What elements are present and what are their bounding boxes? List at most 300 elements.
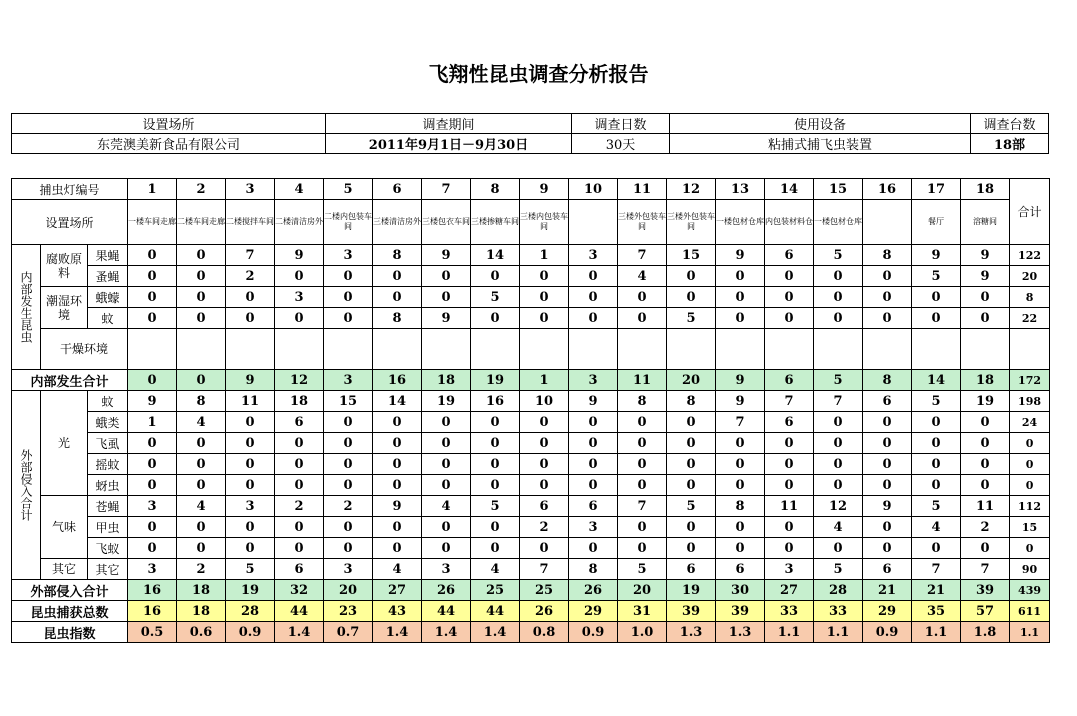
cell-value: 0 — [275, 475, 324, 496]
cell-value: 26 — [520, 601, 569, 622]
cell-value: 0 — [471, 433, 520, 454]
cell-value: 26 — [422, 580, 471, 601]
cell-value: 4 — [373, 559, 422, 580]
cell-value: 29 — [863, 601, 912, 622]
cell-value: 0 — [520, 412, 569, 433]
cell-value: 0 — [814, 538, 863, 559]
cell-value: 32 — [275, 580, 324, 601]
lamp-number: 14 — [765, 179, 814, 200]
cell-value: 5 — [471, 496, 520, 517]
cell-value: 0 — [569, 412, 618, 433]
cell-value: 0 — [226, 433, 275, 454]
insect-name: 飞蚁 — [88, 538, 128, 559]
cell-value: 25 — [471, 580, 520, 601]
cell-value: 3 — [422, 559, 471, 580]
cell-value: 19 — [961, 391, 1010, 412]
cell-value: 0 — [765, 454, 814, 475]
cell-value: 0 — [324, 517, 373, 538]
cell-value: 0 — [128, 266, 177, 287]
cell-value: 7 — [520, 559, 569, 580]
lamp-number-row — [12, 179, 1050, 200]
info-value-period: 2011年9月1日－9月30日 — [326, 134, 572, 154]
cell-value: 5 — [667, 308, 716, 329]
cell-value: 0 — [618, 412, 667, 433]
location-name: 三楼内包装车间 — [520, 200, 569, 245]
cell-value: 0 — [765, 308, 814, 329]
insect-name: 蚜虫 — [88, 475, 128, 496]
cell-value: 4 — [618, 266, 667, 287]
cell-total: 0 — [1010, 475, 1050, 496]
cell-value: 18 — [275, 391, 324, 412]
internal-insect-row — [12, 245, 1050, 266]
cell-value: 9 — [961, 266, 1010, 287]
cell-value: 26 — [569, 580, 618, 601]
insect-name: 蚊 — [88, 308, 128, 329]
cell-value: 0 — [863, 266, 912, 287]
cell-value: 0 — [324, 475, 373, 496]
cell-value: 6 — [765, 412, 814, 433]
external-insect-row — [12, 517, 1050, 538]
cell-value: 0 — [912, 475, 961, 496]
cell-total: 112 — [1010, 496, 1050, 517]
cell-value: 1.1 — [765, 622, 814, 643]
cell-value: 8 — [569, 559, 618, 580]
cell-value: 0 — [373, 266, 422, 287]
cell-value: 0 — [716, 266, 765, 287]
empty-cell — [471, 329, 520, 370]
info-value-row — [12, 134, 1049, 154]
location-name — [863, 200, 912, 245]
cell-value: 0 — [471, 538, 520, 559]
cell-value: 35 — [912, 601, 961, 622]
cell-value: 0 — [618, 454, 667, 475]
cell-value: 0 — [275, 454, 324, 475]
cell-value: 1.4 — [422, 622, 471, 643]
cell-value: 1.1 — [814, 622, 863, 643]
cell-value: 57 — [961, 601, 1010, 622]
cell-value: 0 — [324, 287, 373, 308]
cell-value: 1 — [520, 245, 569, 266]
empty-cell — [275, 329, 324, 370]
cell-value: 0.5 — [128, 622, 177, 643]
info-header-row — [12, 114, 1049, 134]
cell-value: 15 — [667, 245, 716, 266]
cell-value: 9 — [912, 245, 961, 266]
cell-value: 1.4 — [373, 622, 422, 643]
lamp-number-header: 捕虫灯编号 — [12, 179, 128, 200]
empty-cell — [569, 329, 618, 370]
cell-total: 172 — [1010, 370, 1050, 391]
cell-value: 0 — [128, 245, 177, 266]
cell-value: 4 — [814, 517, 863, 538]
info-header-period: 调查期间 — [326, 114, 572, 134]
cell-value: 7 — [716, 412, 765, 433]
cell-value: 12 — [814, 496, 863, 517]
insect-index-row — [12, 622, 1050, 643]
internal-insect-row — [12, 266, 1050, 287]
info-header-location: 设置场所 — [12, 114, 326, 134]
lamp-number: 1 — [128, 179, 177, 200]
cell-value: 0 — [128, 287, 177, 308]
insect-name: 飞虱 — [88, 433, 128, 454]
cell-value: 9 — [128, 391, 177, 412]
empty-cell — [618, 329, 667, 370]
group-other: 其它 — [41, 559, 88, 580]
cell-value: 0 — [667, 538, 716, 559]
internal-insect-row — [12, 308, 1050, 329]
cell-value: 0 — [520, 433, 569, 454]
cell-value: 0 — [765, 475, 814, 496]
cell-total: 15 — [1010, 517, 1050, 538]
cell-value: 21 — [863, 580, 912, 601]
lamp-number: 9 — [520, 179, 569, 200]
cell-value: 4 — [471, 559, 520, 580]
cell-value: 23 — [324, 601, 373, 622]
info-header-equipment: 使用设备 — [670, 114, 971, 134]
cell-value: 4 — [177, 412, 226, 433]
cell-value: 0 — [471, 412, 520, 433]
lamp-number: 3 — [226, 179, 275, 200]
info-value-days: 30天 — [572, 134, 670, 154]
cell-total: 0 — [1010, 433, 1050, 454]
cell-value: 0 — [128, 433, 177, 454]
cell-value: 0 — [961, 538, 1010, 559]
cell-value: 0 — [961, 412, 1010, 433]
cell-value: 0 — [814, 433, 863, 454]
cell-value: 0 — [520, 287, 569, 308]
cell-value: 0 — [226, 287, 275, 308]
cell-value: 3 — [765, 559, 814, 580]
grand-total-label: 昆虫捕获总数 — [12, 601, 128, 622]
cell-value: 0 — [814, 308, 863, 329]
empty-cell — [324, 329, 373, 370]
empty-cell — [912, 329, 961, 370]
cell-value: 0 — [716, 517, 765, 538]
external-insect-row — [12, 433, 1050, 454]
internal-dry-row — [12, 329, 1050, 370]
cell-value: 3 — [569, 370, 618, 391]
cell-value: 0 — [912, 433, 961, 454]
cell-value: 6 — [569, 496, 618, 517]
cell-value: 0 — [226, 308, 275, 329]
cell-value: 0 — [814, 412, 863, 433]
cell-value: 8 — [618, 391, 667, 412]
cell-value: 33 — [814, 601, 863, 622]
cell-value: 44 — [275, 601, 324, 622]
cell-total: 198 — [1010, 391, 1050, 412]
cell-value: 0.8 — [520, 622, 569, 643]
info-header-units: 调查台数 — [971, 114, 1049, 134]
lamp-number: 7 — [422, 179, 471, 200]
external-insect-row — [12, 538, 1050, 559]
cell-value: 0 — [618, 475, 667, 496]
cell-value: 39 — [667, 601, 716, 622]
cell-total: 1.1 — [1010, 622, 1050, 643]
info-value-equipment: 粘捕式捕飞虫装置 — [670, 134, 971, 154]
location-name — [569, 200, 618, 245]
cell-value: 7 — [961, 559, 1010, 580]
cell-value: 6 — [275, 559, 324, 580]
location-name: 三楼包衣车间 — [422, 200, 471, 245]
cell-value: 0 — [471, 517, 520, 538]
cell-value: 1 — [128, 412, 177, 433]
cell-value: 7 — [226, 245, 275, 266]
cell-value: 27 — [373, 580, 422, 601]
cell-value: 0 — [814, 454, 863, 475]
cell-value: 3 — [324, 370, 373, 391]
cell-value: 0 — [618, 517, 667, 538]
cell-value: 6 — [863, 559, 912, 580]
cell-value: 1 — [520, 370, 569, 391]
cell-value: 0 — [716, 475, 765, 496]
cell-value: 0 — [471, 475, 520, 496]
lamp-number: 15 — [814, 179, 863, 200]
cell-value: 0 — [226, 412, 275, 433]
group-light: 光 — [41, 391, 88, 496]
cell-value: 5 — [471, 287, 520, 308]
lamp-number: 17 — [912, 179, 961, 200]
cell-value: 20 — [618, 580, 667, 601]
cell-value: 0 — [863, 454, 912, 475]
cell-value: 0 — [177, 454, 226, 475]
cell-value: 10 — [520, 391, 569, 412]
cell-value: 0 — [226, 454, 275, 475]
location-name: 二楼内包装车间 — [324, 200, 373, 245]
cell-value: 0.9 — [863, 622, 912, 643]
location-name: 一楼车间走廊 — [128, 200, 177, 245]
empty-cell — [226, 329, 275, 370]
cell-value: 0 — [912, 538, 961, 559]
cell-value: 7 — [814, 391, 863, 412]
info-value-location: 东莞澳美新食品有限公司 — [12, 134, 326, 154]
cell-value: 44 — [422, 601, 471, 622]
cell-value: 0 — [863, 287, 912, 308]
cell-value: 0 — [422, 517, 471, 538]
insect-index-label: 昆虫指数 — [12, 622, 128, 643]
cell-value: 5 — [912, 266, 961, 287]
cell-value: 0 — [667, 454, 716, 475]
lamp-number: 5 — [324, 179, 373, 200]
cell-value: 8 — [716, 496, 765, 517]
cell-value: 0 — [569, 433, 618, 454]
cell-total: 122 — [1010, 245, 1050, 266]
cell-value: 0.9 — [569, 622, 618, 643]
cell-value: 0 — [520, 308, 569, 329]
cell-value: 0 — [128, 517, 177, 538]
cell-total: 0 — [1010, 538, 1050, 559]
cell-value: 0 — [961, 475, 1010, 496]
cell-value: 11 — [618, 370, 667, 391]
cell-value: 0 — [422, 433, 471, 454]
cell-value: 2 — [177, 559, 226, 580]
cell-value: 2 — [520, 517, 569, 538]
cell-value: 0.7 — [324, 622, 373, 643]
cell-value: 33 — [765, 601, 814, 622]
cell-value: 39 — [716, 601, 765, 622]
cell-value: 12 — [275, 370, 324, 391]
cell-value: 0 — [177, 245, 226, 266]
cell-value: 0 — [961, 308, 1010, 329]
cell-value: 14 — [471, 245, 520, 266]
cell-value: 2 — [324, 496, 373, 517]
cell-value: 0 — [569, 475, 618, 496]
cell-value: 0 — [373, 454, 422, 475]
cell-value: 6 — [765, 370, 814, 391]
cell-value: 4 — [912, 517, 961, 538]
insect-name: 蚤蝇 — [88, 266, 128, 287]
cell-value: 0 — [128, 475, 177, 496]
cell-value: 9 — [422, 245, 471, 266]
cell-value: 0 — [569, 538, 618, 559]
cell-value: 0 — [863, 517, 912, 538]
cell-value: 0 — [471, 454, 520, 475]
cell-value: 2 — [226, 266, 275, 287]
cell-value: 0 — [716, 433, 765, 454]
external-insect-row — [12, 391, 1050, 412]
cell-value: 9 — [716, 245, 765, 266]
cell-value: 0 — [324, 454, 373, 475]
cell-value: 15 — [324, 391, 373, 412]
cell-value: 25 — [520, 580, 569, 601]
location-name: 二楼清洁房外 — [275, 200, 324, 245]
external-section-label: 外部侵入合计 — [12, 391, 41, 580]
cell-value: 0 — [765, 266, 814, 287]
location-name: 一楼包材仓库 — [814, 200, 863, 245]
cell-value: 5 — [912, 496, 961, 517]
cell-value: 0 — [373, 517, 422, 538]
cell-value: 0 — [961, 287, 1010, 308]
cell-value: 0 — [177, 538, 226, 559]
cell-value: 0 — [618, 433, 667, 454]
group-rot: 腐败原料 — [41, 245, 88, 287]
cell-value: 0 — [177, 266, 226, 287]
cell-value: 0 — [667, 266, 716, 287]
cell-value: 0 — [765, 517, 814, 538]
cell-value: 0 — [912, 308, 961, 329]
insect-name: 甲虫 — [88, 517, 128, 538]
cell-value: 5 — [912, 391, 961, 412]
cell-value: 0 — [667, 475, 716, 496]
internal-total-label: 内部发生合计 — [12, 370, 128, 391]
cell-value: 1.3 — [667, 622, 716, 643]
cell-value: 6 — [716, 559, 765, 580]
location-row — [12, 200, 1050, 245]
cell-value: 31 — [618, 601, 667, 622]
cell-value: 1.0 — [618, 622, 667, 643]
location-name: 一楼包材仓库 — [716, 200, 765, 245]
cell-value: 16 — [128, 601, 177, 622]
cell-value: 0 — [275, 433, 324, 454]
cell-value: 18 — [961, 370, 1010, 391]
cell-value: 5 — [814, 559, 863, 580]
location-name: 三楼外包装车间 — [667, 200, 716, 245]
location-name: 餐厅 — [912, 200, 961, 245]
cell-value: 19 — [226, 580, 275, 601]
cell-value: 0 — [569, 287, 618, 308]
cell-value: 0 — [618, 287, 667, 308]
cell-value: 3 — [324, 245, 373, 266]
cell-value: 1.4 — [275, 622, 324, 643]
lamp-number: 6 — [373, 179, 422, 200]
cell-value: 0 — [863, 433, 912, 454]
insect-name: 蚊 — [88, 391, 128, 412]
empty-cell — [814, 329, 863, 370]
cell-value: 0 — [275, 538, 324, 559]
cell-value: 0 — [667, 412, 716, 433]
cell-value: 6 — [520, 496, 569, 517]
cell-value: 0 — [324, 538, 373, 559]
insect-survey-table — [11, 178, 1050, 643]
external-insect-row — [12, 412, 1050, 433]
cell-value: 0 — [814, 287, 863, 308]
cell-value: 1.4 — [471, 622, 520, 643]
lamp-number: 18 — [961, 179, 1010, 200]
cell-value: 0 — [226, 475, 275, 496]
cell-value: 0 — [716, 454, 765, 475]
cell-value: 0 — [422, 454, 471, 475]
cell-value: 0 — [128, 308, 177, 329]
cell-value: 0 — [373, 538, 422, 559]
cell-value: 8 — [667, 391, 716, 412]
location-name: 三楼掺糖车间 — [471, 200, 520, 245]
cell-value: 3 — [569, 517, 618, 538]
cell-value: 19 — [422, 391, 471, 412]
insect-name: 蛾类 — [88, 412, 128, 433]
cell-value: 0 — [275, 308, 324, 329]
cell-value: 9 — [275, 245, 324, 266]
cell-value: 5 — [618, 559, 667, 580]
internal-total-row — [12, 370, 1050, 391]
cell-value: 7 — [618, 245, 667, 266]
cell-value: 0 — [863, 308, 912, 329]
cell-value: 28 — [226, 601, 275, 622]
insect-name: 其它 — [88, 559, 128, 580]
cell-value: 0 — [471, 308, 520, 329]
lamp-number: 2 — [177, 179, 226, 200]
location-name: 溶糖间 — [961, 200, 1010, 245]
cell-value: 3 — [569, 245, 618, 266]
empty-cell — [520, 329, 569, 370]
cell-value: 9 — [961, 245, 1010, 266]
external-insect-row — [12, 454, 1050, 475]
cell-value: 6 — [275, 412, 324, 433]
lamp-number: 12 — [667, 179, 716, 200]
cell-value: 0.6 — [177, 622, 226, 643]
cell-value: 0 — [128, 454, 177, 475]
external-total-row — [12, 580, 1050, 601]
empty-cell — [422, 329, 471, 370]
cell-value: 21 — [912, 580, 961, 601]
cell-value: 3 — [275, 287, 324, 308]
cell-value: 0 — [177, 287, 226, 308]
empty-cell — [863, 329, 912, 370]
cell-value: 0 — [716, 538, 765, 559]
cell-value: 8 — [863, 245, 912, 266]
location-name: 内包装材料仓 — [765, 200, 814, 245]
insect-name: 果蝇 — [88, 245, 128, 266]
lamp-number: 8 — [471, 179, 520, 200]
cell-value: 20 — [667, 370, 716, 391]
cell-value: 0 — [912, 287, 961, 308]
cell-value: 0 — [422, 475, 471, 496]
cell-value: 3 — [128, 496, 177, 517]
lamp-number: 10 — [569, 179, 618, 200]
cell-value: 0 — [814, 475, 863, 496]
cell-value: 14 — [912, 370, 961, 391]
cell-value: 8 — [863, 370, 912, 391]
cell-value: 27 — [765, 580, 814, 601]
empty-cell — [128, 329, 177, 370]
